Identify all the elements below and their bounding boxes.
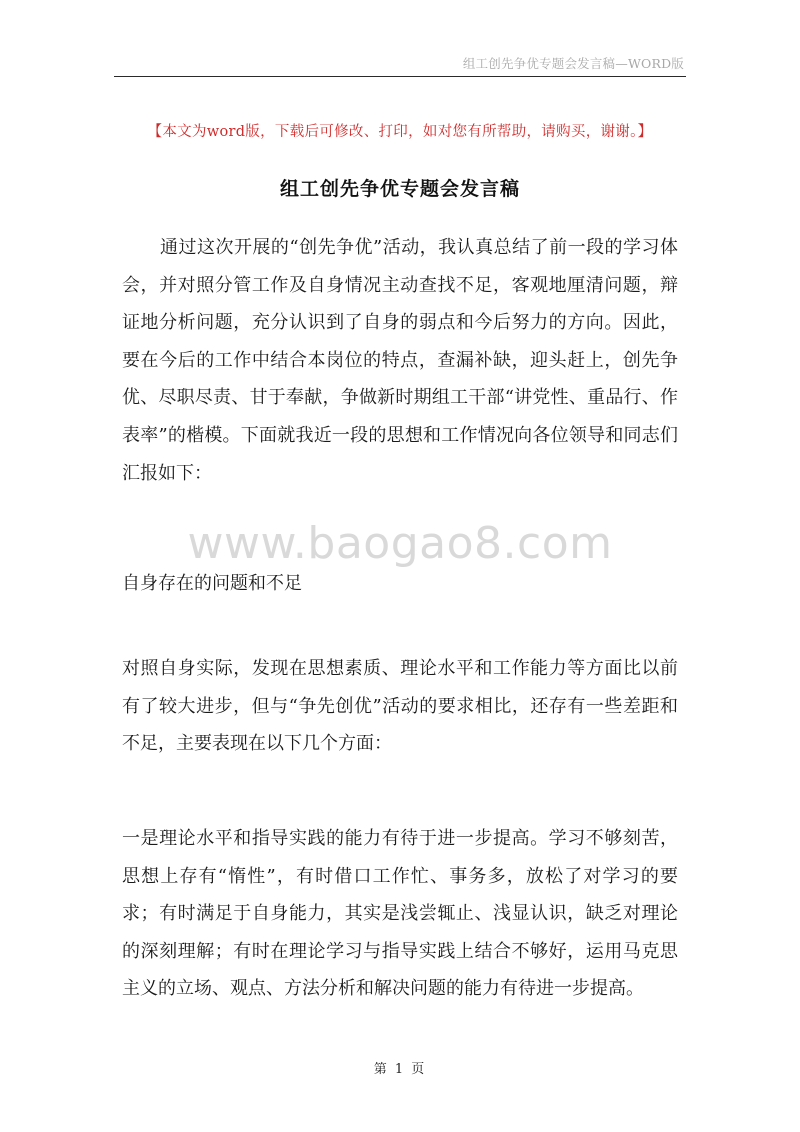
page-number: 第 1 页	[373, 1062, 427, 1077]
section-heading: 自身存在的问题和不足	[122, 573, 302, 594]
paragraph-comparison: 对照自身实际，发现在思想素质、理论水平和工作能力等方面比以前有了较大进步，但与“争先创优”活动的要求相比，还存有一些差距和不足，主要表现在以下几个方面：	[122, 658, 678, 755]
watermark: www.baogao8.com	[187, 518, 613, 569]
document-title: 组工创先争优专题会发言稿	[279, 178, 520, 200]
promo-notice: 【本文为word版，下载后可修改、打印，如对您有所帮助，请购买，谢谢。】	[147, 124, 653, 140]
header-rule	[114, 76, 686, 77]
paragraph-intro: 通过这次开展的“创先争优”活动，我认真总结了前一段的学习体会，并对照分管工作及自身情况主动查找不足，客观地厘清问题，辩证地分析问题，充分认识到了自身的弱点和今后努力的方向。因此，要在今后的工作中结合本岗位的特点，查漏补缺，迎头赶上，创先争优、尽职尽责、甘于奉献，争做新时期组工干部“讲党性、重品行、作表率”的楷模。下面就我近一段的思想和工作情况向各位领导和同志们汇报如下：	[122, 237, 678, 484]
paragraph-point-one: 一是理论水平和指导实践的能力有待于进一步提高。学习不够刻苦，思想上存有“惰性”，有时借口工作忙、事务多，放松了对学习的要求；有时满足于自身能力，其实是浅尝辄止、浅显认识，缺乏对理论的深刻理解；有时在理论学习与指导实践上结合不够好，运用马克思主义的立场、观点、方法分析和解决问题的能力有待进一步提高。	[122, 828, 678, 1000]
running-header: 组工创先争优专题会发言稿—WORD版	[462, 56, 684, 71]
